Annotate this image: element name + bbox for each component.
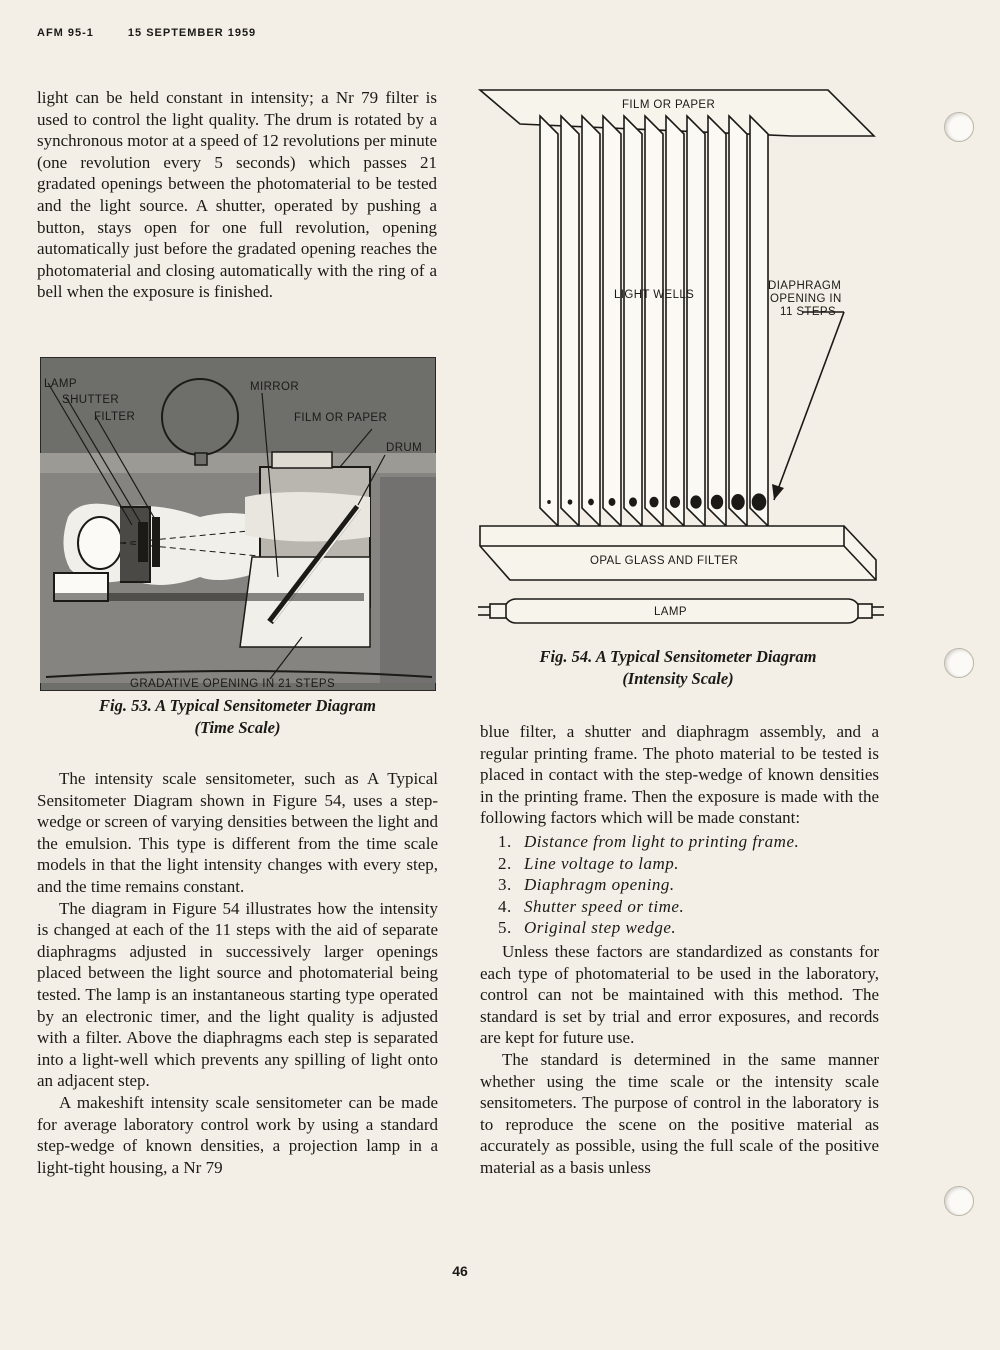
list-num: 4.: [498, 896, 512, 916]
fig53-label-lamp: LAMP: [44, 378, 77, 390]
caption-line: (Intensity Scale): [622, 669, 734, 688]
running-header: [37, 27, 290, 39]
figure-54-caption: [478, 646, 878, 690]
list-num: 1.: [498, 831, 512, 851]
list-text: Original step wedge.: [524, 918, 677, 938]
diaphragm-opening: [548, 501, 550, 503]
binder-hole: [944, 648, 974, 678]
list-item: [498, 874, 879, 896]
fig53-label-gradative: GRADATIVE OPENING IN 21 STEPS: [130, 678, 336, 690]
paragraph: Unless these factors are standardized as constants for each type of photomaterial to be used in the laboratory, control can not be maintained with this method. The standard is set by trial and error exposures, and records are kept for future use.: [480, 941, 879, 1048]
list-text: Shutter speed or time.: [524, 896, 685, 916]
binder-hole: [944, 1186, 974, 1216]
caption-line: Fig. 54. A Typical Sensitometer Diagram: [539, 647, 817, 666]
fig54-label-film: FILM OR PAPER: [622, 99, 716, 111]
diaphragm-opening: [650, 498, 658, 507]
figure-54-intensity-scale-diagram: [474, 86, 890, 632]
diaphragm-opening: [630, 498, 636, 506]
light-well-plate: [603, 116, 621, 526]
caption-line: (Time Scale): [194, 718, 281, 737]
fig54-label-lamp: LAMP: [654, 606, 687, 618]
light-well-plate: [624, 116, 642, 526]
list-num: 2.: [498, 853, 512, 873]
doc-id: AFM 95-1: [37, 27, 94, 39]
figure-53-time-scale-diagram: [40, 357, 436, 691]
paragraph: blue filter, a shutter and diaphragm assembly, and a regular printing frame. The photo material to be tested is placed in contact with the step-wedge of known densities in the printing frame. Then the exposure is made with the following factors which will be made constant:: [480, 722, 879, 828]
figure-53-caption: [40, 695, 435, 739]
list-text: Line voltage to lamp.: [524, 853, 679, 873]
fig53-label-film: FILM OR PAPER: [294, 412, 388, 424]
list-num: 5.: [498, 918, 512, 938]
list-item: [498, 917, 879, 939]
header-date: 15 SEPTEMBER 1959: [127, 27, 257, 39]
right-column: [480, 721, 879, 1178]
list-text: Distance from light to printing frame.: [524, 831, 800, 851]
paragraph: The diagram in Figure 54 illustrates how the intensity is changed at each of the 11 steps with the aid of separate diaphragms adjusted in successively larger openings placed between the light source and photomaterial being tested. The lamp is an instantaneous starting type operated by an electronic timer, and the light quality is adjusted with a filter. Above the diaphragms each step is separated into a light-well which prevents any spilling of light onto an adjacent step.: [37, 898, 438, 1091]
diaphragm-opening: [568, 500, 571, 504]
fig53-label-shutter: SHUTTER: [62, 394, 120, 406]
diaphragm-opening: [589, 499, 593, 504]
list-text: Diaphragm opening.: [524, 875, 675, 895]
paragraph: The intensity scale sensitometer, such as A Typical Sensitometer Diagram shown in Figure 54, uses a step-wedge or screen of varying densities between the light and the emulsion. This type is different from the time scale models in that the light intensity changes with every step, and the time remains constant.: [37, 769, 438, 896]
light-well-plate: [687, 116, 705, 526]
fig53-label-drum: DRUM: [386, 442, 423, 454]
light-well-plate: [729, 116, 747, 526]
light-well-plate: [666, 116, 684, 526]
paragraph: light can be held constant in intensity; a Nr 79 filter is used to control the light quality. The drum is rotated by a synchronous motor at a speed of 12 revolutions per minute (one revolution every 5 seconds) which passes 21 gradated openings between the photomaterial to be tested and the light source. A shutter, operated by pushing a button, stays open for one full revolution, opening automatically just before the gradated opening reaches the photomaterial and closing automatically with the ring of a bell when the exposure is finished.: [37, 88, 437, 302]
left-column-top: [37, 87, 437, 303]
diaphragm-opening: [753, 494, 766, 510]
light-well-plate: [708, 116, 726, 526]
light-well-plate: [645, 116, 663, 526]
fig54-label-opening: OPENING IN: [770, 293, 842, 305]
constant-factors-list: [498, 831, 879, 939]
fig53-label-filter: FILTER: [94, 411, 136, 423]
list-item: [498, 831, 879, 853]
list-num: 3.: [498, 875, 512, 895]
paragraph: A makeshift intensity scale sensitometer can be made for average laboratory control work by using a standard step-wedge of known densities, a projection lamp in a light-tight housing, a Nr 79: [37, 1092, 438, 1177]
diaphragm-opening: [671, 497, 680, 507]
light-well-plate: [561, 116, 579, 526]
fig54-label-steps: 11 STEPS: [780, 306, 837, 318]
fig54-label-opal: OPAL GLASS AND FILTER: [590, 555, 739, 567]
light-well-plate: [540, 116, 558, 526]
light-well-plate: [750, 116, 768, 526]
left-column-bottom: [37, 768, 438, 1178]
light-well-plate: [582, 116, 600, 526]
diaphragm-opening: [712, 496, 723, 509]
diaphragm-opening: [691, 496, 701, 508]
list-item: [498, 896, 879, 918]
fig53-label-mirror: MIRROR: [250, 381, 300, 393]
diaphragm-opening: [732, 495, 744, 509]
fig54-label-diaphragm: DIAPHRAGM: [768, 280, 842, 292]
fig54-label-wells: LIGHT WELLS: [614, 289, 695, 301]
diaphragm-opening: [609, 499, 614, 505]
page-number: 46: [452, 1263, 468, 1279]
paragraph: The standard is determined in the same manner whether using the time scale or the intensity scale sensitometers. The purpose of control in the laboratory is to reproduce the scene on the positive material as accurately as possible, using the full scale of the positive material as a basis unless: [480, 1049, 879, 1177]
list-item: [498, 853, 879, 875]
caption-line: Fig. 53. A Typical Sensitometer Diagram: [99, 696, 376, 715]
binder-hole: [944, 112, 974, 142]
